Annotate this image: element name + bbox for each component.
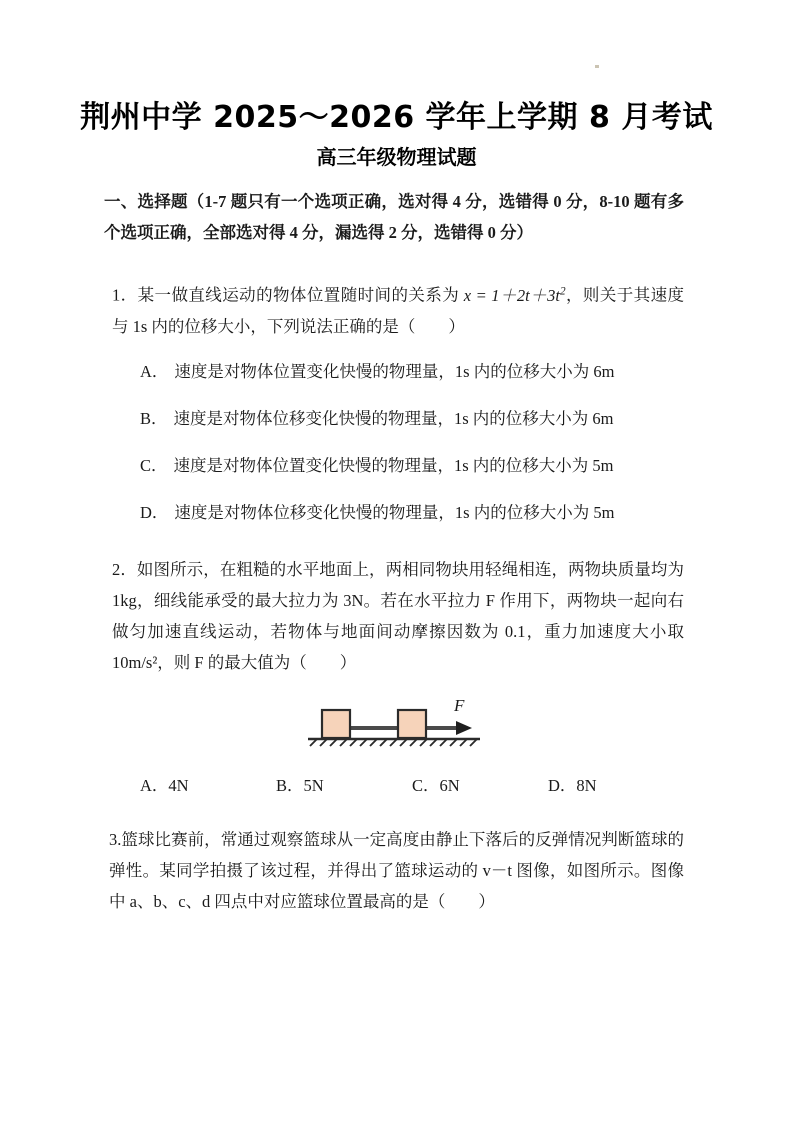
option-2-D[interactable]	[548, 772, 684, 800]
page-title: 荆州中学 2025～2026 学年上学期 8 月考试	[80, 100, 713, 135]
option-1-D-label: D．	[140, 502, 169, 522]
rope-left	[348, 726, 400, 730]
section-heading: 一、选择题（1-7 题只有一个选项正确，选对得 4 分，选错得 0 分，8-10 题有多个选项正确，全部选对得 4 分，漏选得 2 分，选错得 0 分）	[104, 192, 684, 242]
question-2-number: 2．	[112, 559, 137, 579]
force-arrow-head	[456, 721, 472, 735]
option-1-B[interactable]	[140, 403, 684, 434]
option-1-B-label: B．	[140, 408, 168, 428]
option-1-D[interactable]	[140, 497, 684, 528]
two-blocks-on-rough-ground-diagram	[304, 694, 484, 750]
question-3-number: 3.	[109, 829, 122, 849]
scan-artifact-speck	[595, 65, 599, 68]
question-1-stem-a: 某一做直线运动的物体位置随时间的关系为	[137, 285, 464, 305]
question-3	[104, 824, 684, 917]
option-2-B-text: 5N	[303, 775, 324, 795]
question-1	[104, 276, 684, 342]
question-2-text: 如图所示，在粗糙的水平地面上，两相同物块用轻绳相连，两物块质量均为 1kg，细线能承受的最大拉力为 3N。若在水平拉力 F 作用下，两物块一起向右做匀加速直线运动，若物体与地面间动摩擦因数为 0.1，重力加速度大小取 10m/s²，则 F 的最大值为（ ）	[112, 559, 685, 672]
question-1-stem-b: ，则关于其速度与 1s 内的位移大小，下列说法正确的是（ ）	[112, 285, 685, 336]
option-1-C-label: C．	[140, 455, 168, 475]
option-2-A-text: 4N	[168, 775, 189, 795]
option-1-C[interactable]	[140, 450, 684, 481]
rope-right	[426, 726, 460, 730]
option-2-A-label: A．	[140, 775, 169, 795]
question-2	[104, 554, 684, 678]
option-2-D-label: D．	[548, 775, 577, 795]
exam-content	[104, 186, 684, 917]
option-2-D-text: 8N	[576, 775, 597, 795]
question-1-number: 1．	[112, 285, 138, 305]
question-2-figure	[104, 694, 684, 750]
option-2-C[interactable]	[412, 772, 548, 800]
question-3-text: 篮球比赛前，常通过观察篮球从一定高度由静止下落后的反弹情况判断篮球的弹性。某同学拍摄了该过程，并得出了篮球运动的 v－t 图像，如图所示。图像中 a、b、c、d 四点中对应篮球位置最高的是（ ）	[109, 829, 684, 911]
block-left	[322, 710, 350, 738]
option-1-A[interactable]	[140, 356, 684, 387]
option-1-D-text: 速度是对物体位移变化快慢的物理量，1s 内的位移大小为 5m	[174, 502, 615, 522]
block-right	[398, 710, 426, 738]
force-label-F: F	[454, 695, 465, 715]
option-1-A-label: A．	[140, 361, 169, 381]
option-1-A-text: 速度是对物体位置变化快慢的物理量，1s 内的位移大小为 6m	[174, 361, 615, 381]
page-subtitle: 高三年级物理试题	[316, 145, 477, 169]
option-1-B-text: 速度是对物体位移变化快慢的物理量，1s 内的位移大小为 6m	[173, 408, 614, 428]
question-2-options	[104, 772, 684, 800]
option-1-C-text: 速度是对物体位置变化快慢的物理量，1s 内的位移大小为 5m	[173, 455, 614, 475]
option-2-C-text: 6N	[439, 775, 460, 795]
option-2-A[interactable]	[140, 772, 276, 800]
option-2-B[interactable]	[276, 772, 412, 800]
option-2-B-label: B．	[276, 775, 304, 795]
question-1-formula: $x = 1+2t+3t^2$	[463, 285, 566, 305]
option-2-C-label: C．	[412, 775, 440, 795]
question-1-options	[104, 356, 684, 528]
